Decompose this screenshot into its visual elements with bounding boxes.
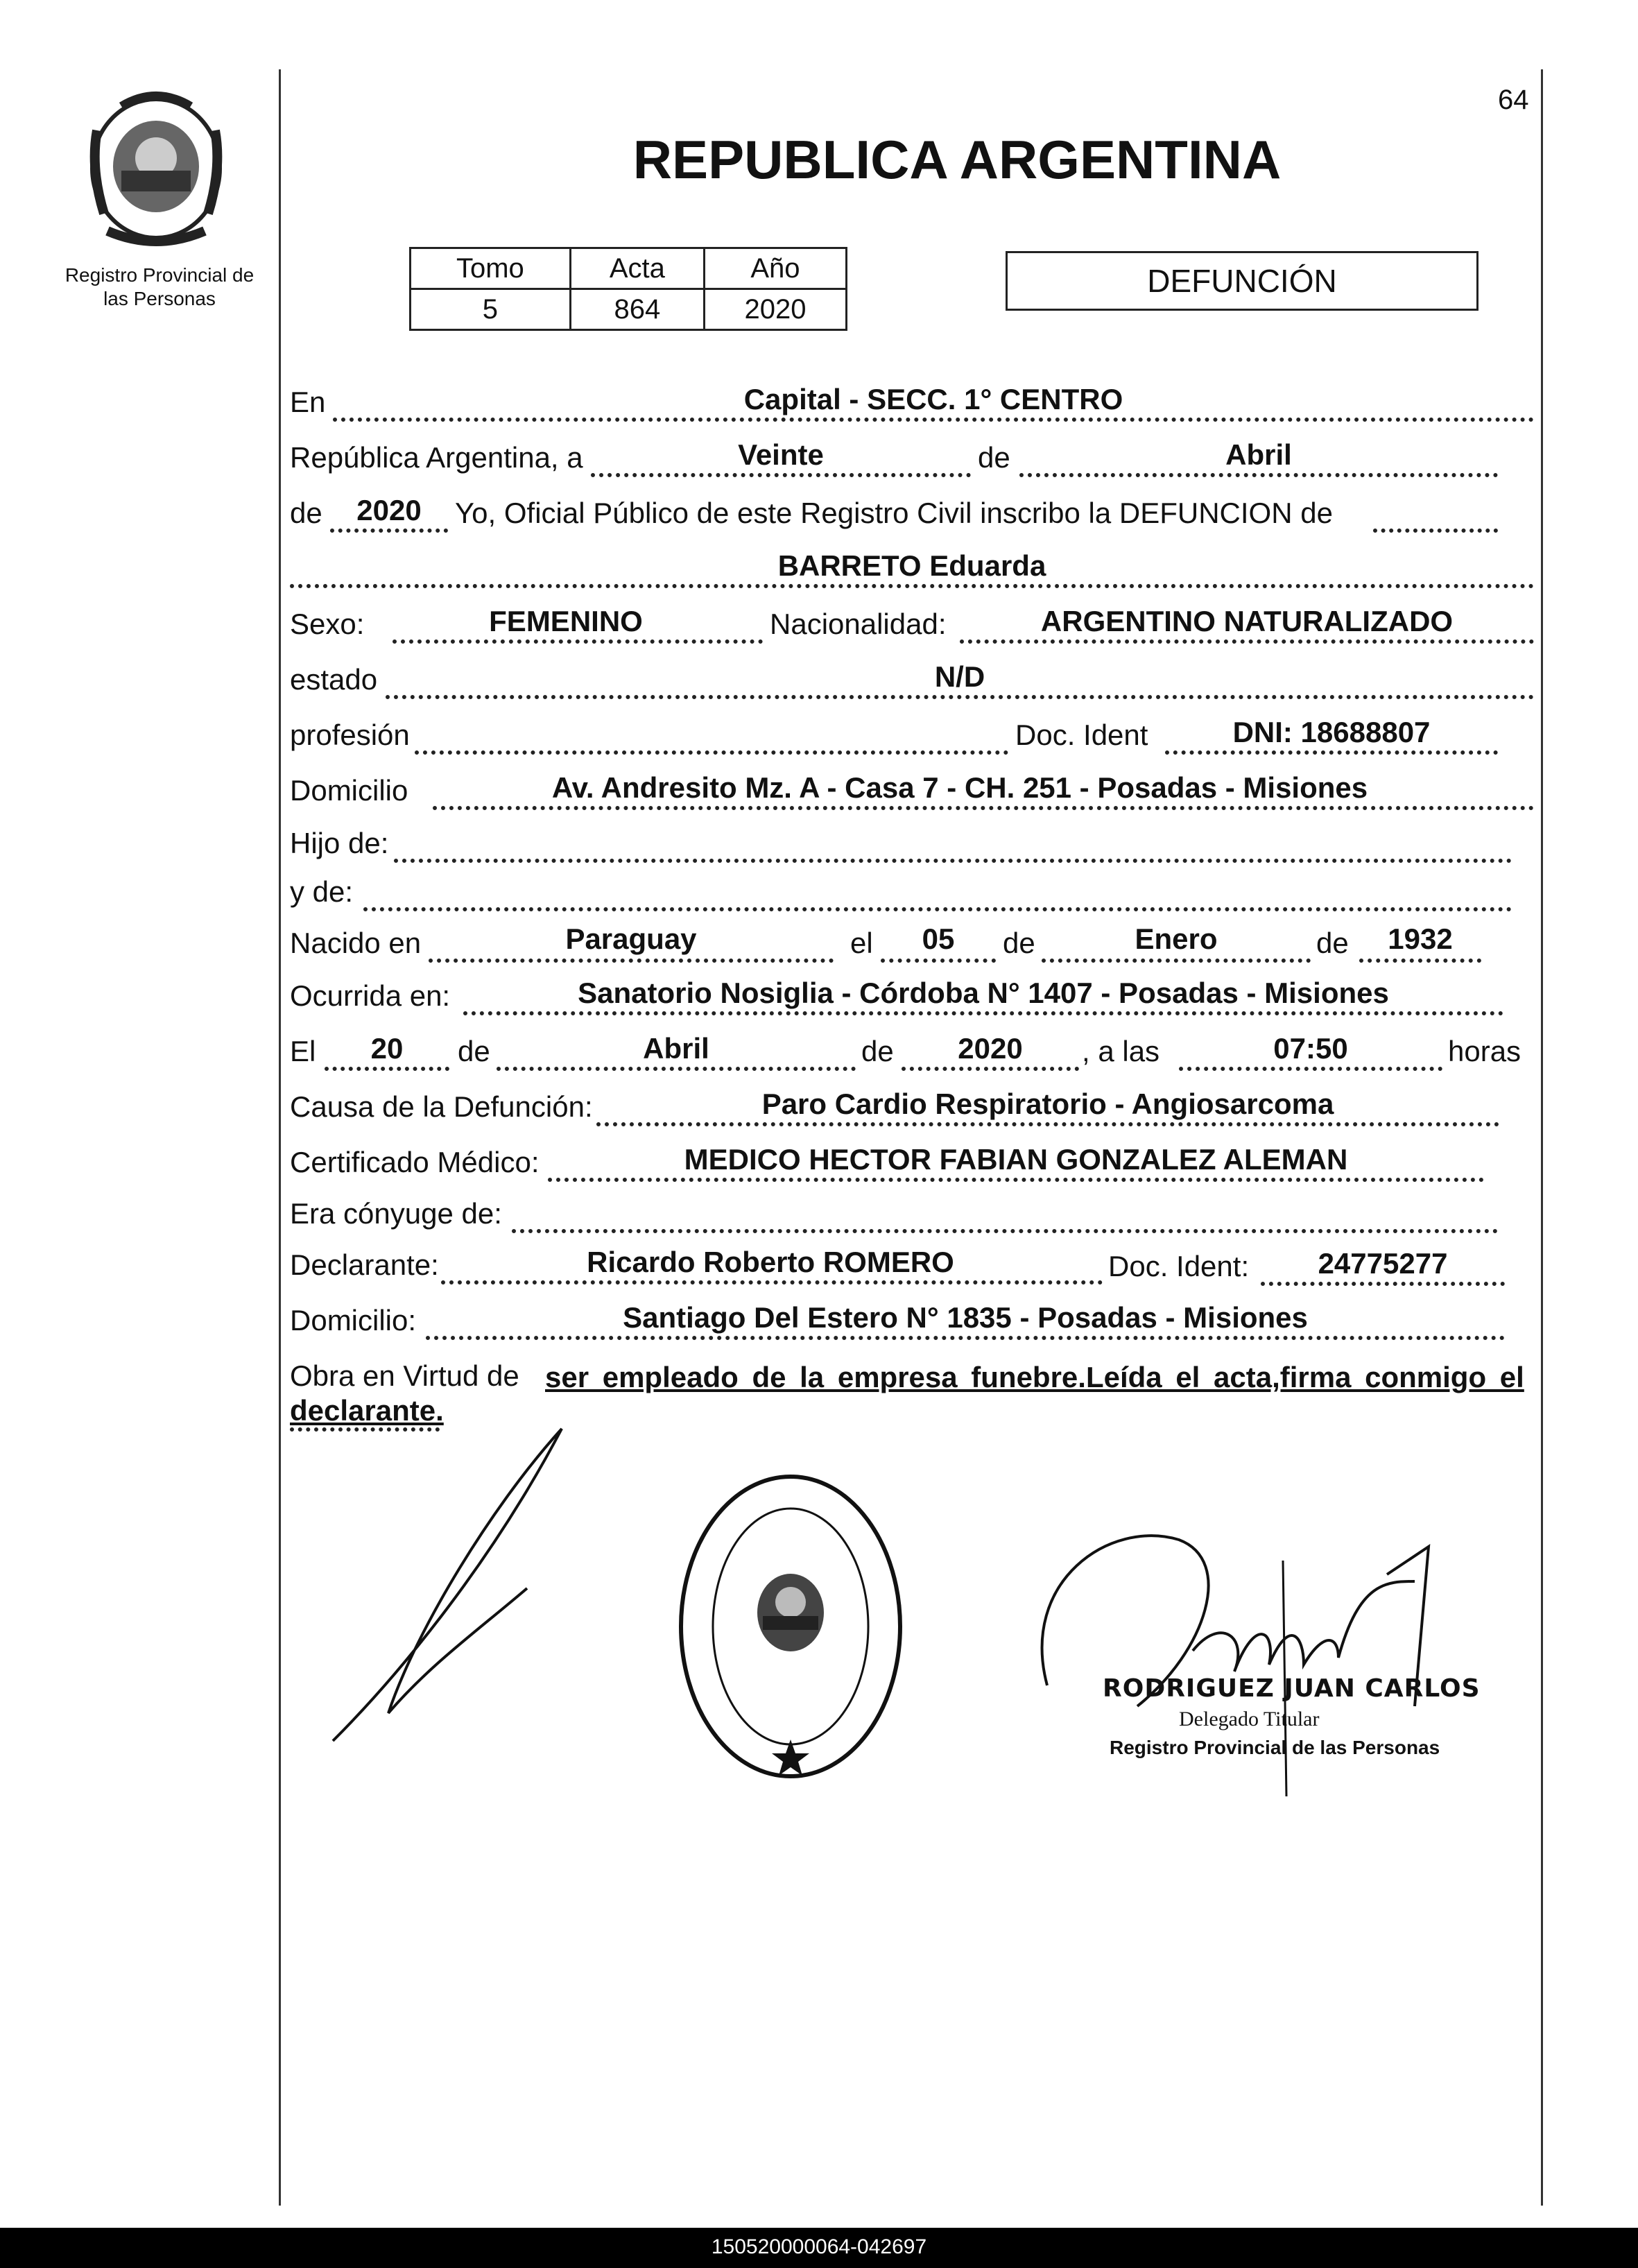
line-name <box>290 584 1534 588</box>
line-en <box>333 418 1534 422</box>
line-ocurrida <box>463 1011 1503 1015</box>
header-ano: Año <box>704 248 846 289</box>
label-republica: República Argentina, a <box>290 441 583 474</box>
label-nacido-en: Nacido en <box>290 927 422 959</box>
label-hijo-de: Hijo de: <box>290 827 389 859</box>
value-place: Capital - SECC. 1° CENTRO <box>743 383 1123 415</box>
value-acta: 864 <box>570 289 704 330</box>
line-decl-doc <box>1261 1282 1505 1286</box>
registry-stamp <box>676 1470 905 1782</box>
header-tomo: Tomo <box>411 248 571 289</box>
value-birth-month: Enero <box>1135 922 1218 955</box>
province-seal-icon <box>83 89 229 248</box>
line-profesion <box>415 750 1008 755</box>
value-decl-doc: 24775277 <box>1318 1247 1448 1280</box>
page-number: 64 <box>1498 85 1529 115</box>
label-de-birth-year: de <box>1316 927 1349 959</box>
declarant-signature <box>319 1422 583 1755</box>
page-title: REPUBLICA ARGENTINA <box>632 129 1282 190</box>
value-ocurrida: Sanatorio Nosiglia - Córdoba N° 1407 - Posadas - Misiones <box>578 977 1389 1009</box>
registry-label-line2: las Personas <box>103 288 216 309</box>
value-deceased-name: BARRETO Eduarda <box>777 549 1046 582</box>
value-obra-continued: declarante. <box>290 1394 444 1427</box>
value-death-day: 20 <box>370 1032 404 1065</box>
line-year <box>330 529 448 533</box>
official-office: Registro Provincial de las Personas <box>1110 1737 1440 1758</box>
label-sexo: Sexo: <box>290 608 365 640</box>
line-domicilio <box>433 806 1534 810</box>
line-birthplace <box>429 959 834 963</box>
line-intro-end <box>1373 529 1498 533</box>
document-type-box <box>1006 251 1478 311</box>
label-year: de <box>290 497 322 529</box>
label-conyuge: Era cónyuge de: <box>290 1197 502 1230</box>
line-birth-month <box>1042 959 1311 963</box>
label-obra: Obra en Virtud de <box>290 1359 519 1392</box>
right-margin-line <box>1541 69 1543 2206</box>
label-en: En <box>290 386 326 418</box>
label-declarante: Declarante: <box>290 1248 439 1281</box>
label-de-birth-month: de <box>1003 927 1035 959</box>
record-value-row <box>411 289 847 330</box>
left-margin-line <box>279 69 281 2206</box>
record-table <box>409 247 847 331</box>
value-estado: N/D <box>934 660 985 693</box>
line-day <box>591 473 971 477</box>
value-causa: Paro Cardio Respiratorio - Angiosarcoma <box>761 1088 1334 1120</box>
label-profesion: profesión <box>290 719 410 751</box>
value-obra: ser empleado de la empresa funebre.Leída el acta,firma conmigo el <box>545 1361 1524 1393</box>
line-nacionalidad <box>960 639 1534 644</box>
value-death-year: 2020 <box>958 1032 1023 1065</box>
value-certificado: MEDICO HECTOR FABIAN GONZALEZ ALEMAN <box>684 1143 1348 1176</box>
label-el-death: El <box>290 1035 316 1067</box>
line-birth-day <box>881 959 996 963</box>
value-declarante: Ricardo Roberto ROMERO <box>587 1246 954 1278</box>
line-death-year <box>902 1067 1079 1071</box>
value-nacionalidad: ARGENTINO NATURALIZADO <box>1040 605 1454 637</box>
value-ano: 2020 <box>704 289 846 330</box>
header-acta: Acta <box>570 248 704 289</box>
label-a-las: , a las <box>1082 1035 1160 1067</box>
line-causa <box>596 1122 1499 1126</box>
label-domicilio: Domicilio <box>290 774 408 807</box>
official-name: RODRIGUEZ JUAN CARLOS <box>1103 1674 1481 1703</box>
value-month: Abril <box>1225 438 1292 471</box>
label-domicilio-declarante: Domicilio: <box>290 1304 417 1337</box>
line-sexo <box>393 639 763 644</box>
value-day: Veinte <box>738 438 824 471</box>
registry-label-line1: Registro Provincial de <box>64 264 255 286</box>
label-de-death-year: de <box>861 1035 894 1067</box>
value-doc-ident: DNI: 18688807 <box>1232 716 1431 748</box>
line-death-month <box>497 1067 856 1071</box>
line-birth-year <box>1359 959 1481 963</box>
label-de-death-month: de <box>458 1035 490 1067</box>
value-domicilio-declarante: Santiago Del Estero N° 1835 - Posadas - Misiones <box>623 1301 1308 1334</box>
intro-text: Yo, Oficial Público de este Registro Civil inscribo la DEFUNCION de <box>455 497 1333 529</box>
official-role: Delegado Titular <box>1179 1708 1320 1730</box>
line-certificado <box>548 1178 1484 1182</box>
label-horas: horas <box>1448 1035 1521 1067</box>
line-hijo-de <box>394 859 1512 863</box>
line-conyuge <box>512 1229 1498 1233</box>
value-year: 2020 <box>356 494 422 526</box>
document-type: DEFUNCIÓN <box>1147 263 1337 299</box>
record-header-row <box>411 248 847 289</box>
line-estado <box>386 695 1534 699</box>
value-birth-year: 1932 <box>1388 922 1453 955</box>
line-doc-ident <box>1165 750 1498 755</box>
label-de: de <box>978 441 1010 474</box>
label-y-de: y de: <box>290 875 354 908</box>
label-doc-ident: Doc. Ident <box>1015 719 1148 751</box>
line-month <box>1019 473 1498 477</box>
line-declarante <box>441 1280 1103 1285</box>
line-domicilio-declarante <box>426 1336 1505 1340</box>
label-el: el <box>850 927 873 959</box>
value-death-time: 07:50 <box>1273 1032 1348 1065</box>
label-causa: Causa de la Defunción: <box>290 1090 593 1123</box>
document-barcode-number: 150520000064-042697 <box>711 2235 927 2258</box>
line-y-de <box>363 907 1512 911</box>
value-death-month: Abril <box>643 1032 709 1065</box>
label-ocurrida-en: Ocurrida en: <box>290 979 451 1012</box>
line-death-time <box>1179 1067 1442 1071</box>
label-certificado: Certificado Médico: <box>290 1146 540 1178</box>
value-birthplace: Paraguay <box>565 922 697 955</box>
value-domicilio: Av. Andresito Mz. A - Casa 7 - CH. 251 - Posadas - Misiones <box>551 771 1368 804</box>
value-tomo: 5 <box>411 289 571 330</box>
label-nacionalidad: Nacionalidad: <box>770 608 947 640</box>
label-decl-doc: Doc. Ident: <box>1108 1250 1250 1282</box>
value-birth-day: 05 <box>922 922 955 955</box>
line-death-day <box>325 1067 449 1071</box>
label-estado: estado <box>290 663 378 696</box>
value-sexo: FEMENINO <box>489 605 643 637</box>
